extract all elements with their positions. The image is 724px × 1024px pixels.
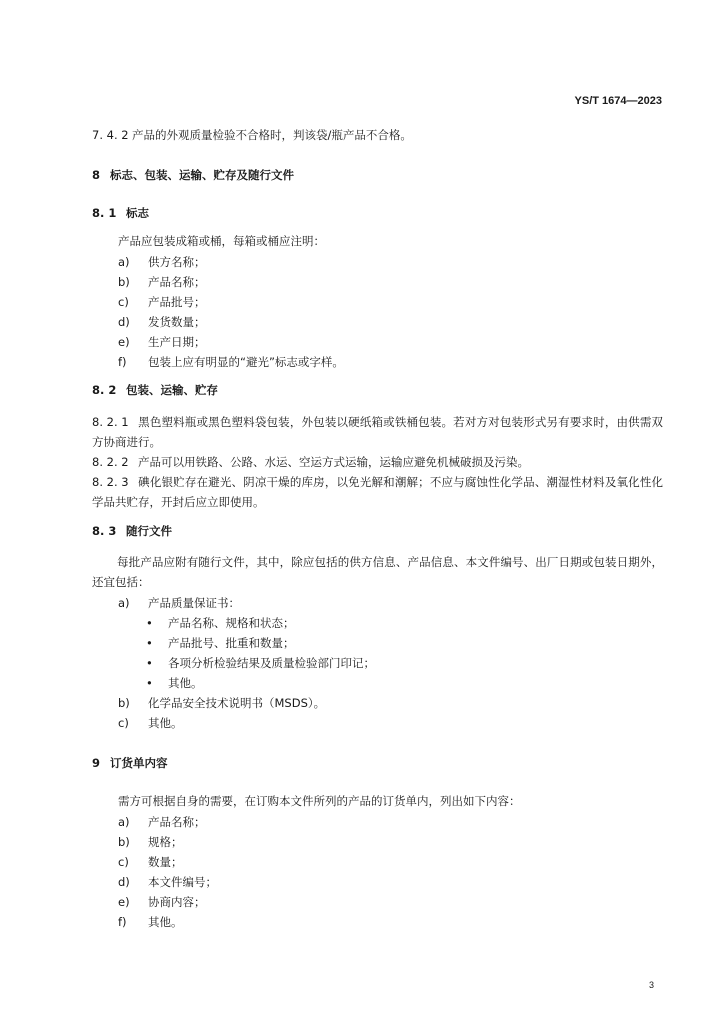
clause-text: 产品的外观质量检验不合格时，判该袋/瓶产品不合格。 (132, 128, 412, 142)
bullet-item: • 其他。 (146, 676, 203, 690)
clause-number: 7. 4. 2 (92, 128, 129, 142)
list-item: f) 其他。 (118, 915, 183, 929)
clause-7-4-2 (92, 128, 412, 142)
list-item: e) 协商内容； (118, 895, 206, 909)
section-title: 订货单内容 (110, 756, 168, 770)
section-number: 8. 3 (92, 524, 117, 538)
clause-8-2-2 (92, 452, 663, 472)
section-title: 标志、包装、运输、贮存及随行文件 (110, 168, 294, 182)
list-item: d) 本文件编号； (118, 875, 217, 889)
clause-8-2-1 (92, 412, 663, 452)
section-title: 标志 (126, 206, 149, 220)
bullet-item: • 各项分析检验结果及质量检验部门印记； (146, 656, 375, 670)
list-item: c) 产品批号； (118, 295, 206, 309)
list-item: c) 其他。 (118, 716, 183, 730)
clause-8-2-3 (92, 472, 663, 512)
list-item: f) 包装上应有明显的“避光”标志或字样。 (118, 355, 344, 369)
clause-text: 产品可以用铁路、公路、水运、空运方式运输，运输应避免机械破损及污染。 (138, 455, 529, 469)
list-item: a) 产品名称； (118, 815, 206, 829)
section-title: 包装、运输、贮存 (126, 383, 218, 397)
list-item: c) 数量； (118, 855, 183, 869)
clause-number: 8. 2. 3 (92, 475, 129, 489)
section-8-3-heading (92, 524, 172, 538)
list-item: b) 规格； (118, 835, 183, 849)
section-8-3-intro: 每批产品应附有随行文件，其中，除应包括的供方信息、产品信息、本文件编号、出厂日期或包装日期外，还宜包括： (92, 555, 663, 589)
section-8-1-intro: 产品应包装成箱或桶，每箱或桶应注明： (118, 234, 325, 248)
section-number: 9 (92, 756, 101, 770)
bullet-item: • 产品名称、规格和状态； (146, 616, 295, 630)
section-9-heading (92, 756, 168, 770)
section-number: 8. 2 (92, 383, 117, 397)
page-number: 3 (648, 980, 654, 990)
section-9-intro: 需方可根据自身的需要，在订购本文件所列的产品的订货单内，列出如下内容： (118, 794, 521, 808)
bullet-item: • 产品批号、批重和数量； (146, 636, 295, 650)
clause-number: 8. 2. 1 (92, 415, 129, 429)
section-8-2-heading (92, 383, 218, 397)
list-item: b) 化学品安全技术说明书（MSDS）。 (118, 696, 326, 710)
list-item: b) 产品名称； (118, 275, 206, 289)
section-number: 8. 1 (92, 206, 117, 220)
list-item: a) 产品质量保证书： (118, 596, 240, 610)
standard-number: YS/T 1674—2023 (574, 95, 662, 107)
section-number: 8 (92, 168, 101, 182)
list-item: d) 发货数量； (118, 315, 206, 329)
list-item: e) 生产日期； (118, 335, 206, 349)
section-8-heading (92, 168, 294, 182)
section-8-1-heading (92, 206, 149, 220)
section-title: 随行文件 (126, 524, 172, 538)
clause-number: 8. 2. 2 (92, 455, 129, 469)
list-item: a) 供方名称； (118, 255, 206, 269)
clause-text: 碘化银贮存在避光、阴凉干燥的库房，以免光解和潮解；不应与腐蚀性化学品、潮湿性材料及氧化性化学品共贮存，开封后应立即使用。 (92, 475, 663, 509)
clause-text: 黑色塑料瓶或黑色塑料袋包装，外包装以硬纸箱或铁桶包装。若对方对包装形式另有要求时，由供需双方协商进行。 (92, 415, 663, 449)
